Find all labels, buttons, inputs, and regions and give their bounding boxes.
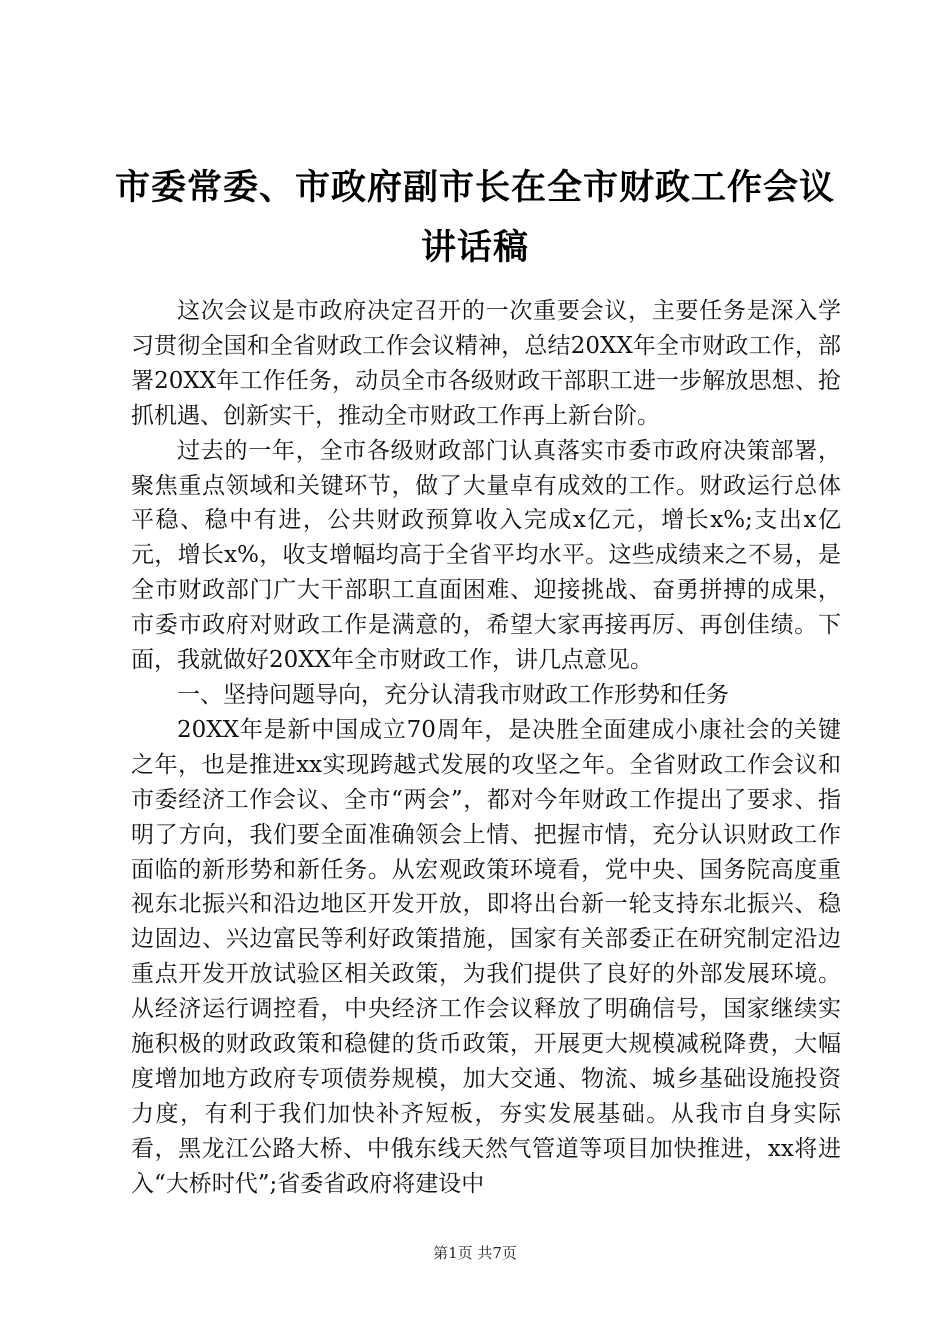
page-footer: 第1页 共7页	[433, 1244, 517, 1262]
paragraph-situation: 20XX年是新中国成立70周年，是决胜全面建成小康社会的关键之年，也是推进xx实现跨越式发展的攻坚之年。全省财政工作会议和市委经济工作会议、全市“两会”，都对今年财政工作提出了要求、指明了方向，我们要全面准确领会上情、把握市情，充分认识财政工作面临的新形势和新任务。从宏观政策环境看，党中央、国务院高度重视东北振兴和沿边地区开发开放，即将出台新一轮支持东北振兴、稳边固边、兴边富民等利好政策措施，国家有关部委正在研究制定沿边重点开发开放试验区相关政策，为我们提供了良好的外部发展环境。从经济运行调控看，中央经济工作会议释放了明确信号，国家继续实施积极的财政政策和稳健的货币政策，开展更大规模减税降费，大幅度增加地方政府专项债券规模，加大交通、物流、城乡基础设施投资力度，有利于我们加快补齐短板，夯实发展基础。从我市自身实际看，黑龙江公路大桥、中俄东线天然气管道等项目加快推进，xx将进入“大桥时代”;省委省政府将建设中	[131, 716, 841, 1197]
document-body	[131, 294, 841, 1202]
paragraph-review: 过去的一年，全市各级财政部门认真落实市委市政府决策部署，聚焦重点领域和关键环节，做了大量卓有成效的工作。财政运行总体平稳、稳中有进，公共财政预算收入完成x亿元，增长x%;支出x亿元，增长x%，收支增幅均高于全省平均水平。这些成绩来之不易，是全市财政部门广大干部职工直面困难、迎接挑战、奋勇拼搏的成果，市委市政府对财政工作是满意的，希望大家再接再厉、再创佳绩。下面，我就做好20XX年全市财政工作，讲几点意见。	[131, 437, 841, 674]
paragraph-intro: 这次会议是市政府决定召开的一次重要会议，主要任务是深入学习贯彻全国和全省财政工作会议精神，总结20XX年全市财政工作，部署20XX年工作任务，动员全市各级财政干部职工进一步解放思想、抢抓机遇、创新实干，推动全市财政工作再上新台阶。	[131, 298, 841, 429]
section-heading-1: 一、坚持问题导向，充分认清我市财政工作形势和任务	[177, 681, 729, 708]
document-title-line-2: 讲话稿	[420, 227, 529, 268]
document-title-line-1: 市委常委、市政府副市长在全市财政工作会议	[114, 167, 835, 208]
